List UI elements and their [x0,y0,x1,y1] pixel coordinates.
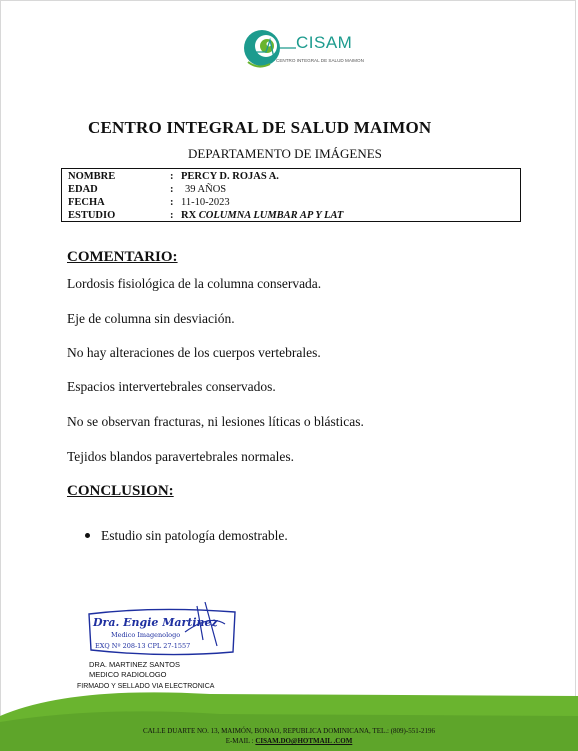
study-prefix: RX [181,210,199,221]
stamp-exq: EXQ Nº 208-13 CPL 27-1557 [95,642,191,650]
finding-item: Eje de columna sin desviación. [67,311,235,326]
patient-separator: : [170,184,174,195]
patient-name-value: PERCY D. ROJAS A. [181,171,279,182]
logo-subtitle: CENTRO INTEGRAL DE SALUD MAIMON [276,58,364,63]
patient-label: NOMBRE [68,171,116,182]
signature-stamp [85,602,245,662]
clinic-name: CENTRO INTEGRAL DE SALUD MAIMON [88,118,432,137]
patient-label: FECHA [68,197,105,208]
stamp-name: Dra. Engie Martinez [93,616,218,629]
finding-item: Espacios intervertebrales conservados. [67,379,276,394]
patient-label: ESTUDIO [68,210,116,221]
patient-separator: : [170,197,174,208]
patient-separator: : [170,171,174,182]
email-link[interactable]: CISAM.DO@HOTMAIL .COM [255,737,353,745]
patient-study-value [181,209,343,222]
cisam-logo [236,22,364,76]
finding-item: No hay alteraciones de los cuerpos vertebrales. [67,345,321,360]
signer-title: MEDICO RADIOLOGO [89,670,167,679]
email-label: E-MAIL : [225,737,254,745]
patient-info-box [61,168,521,222]
conclusion-item: Estudio sin patología demostrable. [101,528,288,543]
comment-heading: COMENTARIO: [67,249,178,265]
finding-item: Tejidos blandos paravertebrales normales. [67,449,294,464]
study-name: COLUMNA LUMBAR AP Y LAT [198,210,344,221]
footer-address: CALLE DUARTE NO. 13, MAIMÓN, BONAO, REPUBLICA DOMINICANA, TEL.: (809)-551-2196 [142,727,436,735]
conclusion-heading: CONCLUSION: [67,483,174,499]
patient-date-value: 11-10-2023 [181,197,230,208]
patient-age-value: 39 AÑOS [185,184,227,195]
department-name: DEPARTAMENTO DE IMÁGENES [188,146,382,161]
stamp-title: Medico Imagenologo [111,631,181,639]
finding-item: Lordosis fisiológica de la columna conservada. [67,276,322,291]
patient-separator: : [170,210,174,221]
signature-note: FIRMADO Y SELLADO VIA ELECTRONICA [77,683,215,690]
finding-item: No se observan fracturas, ni lesiones líticas o blásticas. [67,414,364,429]
bullet-icon [85,533,90,538]
patient-label: EDAD [68,184,98,195]
footer-email-line [0,737,578,745]
logo-wordmark: CISAM [296,33,353,52]
signer-name: DRA. MARTINEZ SANTOS [89,660,180,669]
